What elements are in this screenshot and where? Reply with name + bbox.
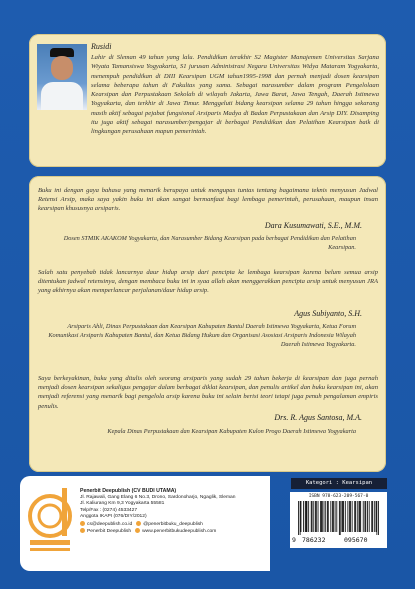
barcode-stripe [312,501,313,532]
testimonial-quote: Saya berkeyakinan, buku yang ditulis oleh seorang arsiparis yang sudah 29 tahun bekerja di kearsipan dan juga pernah menjadi dosen kearsipan sekaligus pengajar dalam berbagai diklat kearsipan, dan penulis artikel dan buku kearsipan ini, akan menjadi referensi yang menarik bagi pengelola arsip karena buku ini selain berisi teori tetapi juga penuh pengalaman empiris penulis. [38,375,378,410]
barcode-stripe [316,501,317,532]
publisher-address1: Jl. Rajawali, Gang Elang 6 No.3, Drono, Sardonoharjo, Ngaglik, Sleman [80,494,236,500]
barcode-stripe [300,501,301,535]
barcode-stripe [324,501,325,532]
barcode-right-digits: 095670 [344,536,368,544]
publisher-box [20,476,270,571]
barcode-stripe [342,501,343,532]
isbn-text: ISBN 978-623-209-567-0 [308,494,369,499]
globe-icon [135,528,140,533]
barcode-stripe [301,501,302,532]
publisher-instagram: @penerbitbuku_deepublish [143,521,203,527]
facebook-icon [80,528,85,533]
barcode-stripe [333,501,334,532]
author-name: Rusidi [91,42,112,51]
author-photo [37,44,87,110]
publisher-email: cs@deepublish.co.id [87,521,133,527]
barcode-stripe [303,501,304,532]
testimonial-name: Agus Subiyanto, S.H. [294,309,362,318]
barcode-stripe [340,501,341,535]
barcode-stripe [365,501,366,532]
email-icon [80,521,85,526]
barcode-stripe [369,501,370,532]
barcode-stripe [347,501,348,532]
barcode-stripe [352,501,353,532]
barcode-left-digits: 786232 [302,536,326,544]
barcode-stripe [349,501,350,532]
barcode-stripe [335,501,336,532]
testimonial-quote: Buku ini dengan gaya bahasa yang menarik berupaya untuk mengupas tuntas tentang bagaimana teknis menyusun Jadwal Retensi Arsip, maka saya yakin buku ini akan sangat bermanfaat bagi lembaga pemerintah, perusahaan, maupun insan kearsipan khususnya arsiparis. [38,187,378,213]
barcode-stripe [306,501,307,532]
barcode-stripe [372,501,373,532]
barcode-stripe [327,501,328,532]
barcode-stripe [374,501,375,532]
testimonial-name: Dara Kusumawati, S.E., M.M. [264,221,362,230]
instagram-icon [136,521,141,526]
barcode-stripe [357,501,358,532]
publisher-info [80,488,236,536]
testimonial-name: Drs. R. Agus Santosa, M.A. [274,413,362,422]
barcode-stripe [305,501,306,532]
barcode-stripe [354,501,355,532]
barcode-stripe [298,501,299,535]
barcode-stripe [321,501,322,532]
barcode-stripe [365,501,366,532]
publisher-website: www.penerbitbukudeepublish.com [142,529,217,535]
barcode-stripe [363,501,364,532]
barcode [290,492,387,548]
testimonial-quote: Salah satu penyebab tidak lancarnya daur hidup arsip dari pencipta ke lembaga kearsipan karena belum semua arsip ditentukan jadwal retensinya, dengan membaca buku ini in syaa allah akan menggerakkan pencipta arsip untuk menyusun JRA yang akhirnya akan memperlancar perjalanan/daur hidup arsip. [38,269,378,295]
barcode-stripe [378,501,379,535]
publisher-fax: Telp/Fax : (0274) 4533427 [80,507,138,513]
barcode-stripe [360,501,361,532]
barcode-first-digit: 9 [292,536,296,544]
barcode-stripe [376,501,377,535]
publisher-name: Penerbit Deepublish (CV BUDI UTAMA) [80,488,177,494]
barcode-stripe [330,501,331,532]
testimonial-title: Kepala Dinas Perpustakaan dan Kearsipan Kabupaten Kulon Progo Daerah Istimewa Yogyakarta [107,428,356,435]
barcode-stripe [339,501,340,535]
barcode-stripe [343,501,344,532]
deepublish-logo-icon [28,482,72,562]
barcode-stripe [336,501,337,532]
barcode-stripe [325,501,326,532]
barcode-stripe [313,501,314,532]
barcode-stripe [355,501,356,532]
author-bio-box [29,34,386,167]
barcode-stripe [371,501,372,532]
publisher-ikapi: Anggota IKAPI (076/DIY/2012) [80,514,147,520]
barcode-stripe [350,501,351,532]
barcode-stripe [320,501,321,532]
testimonial-title: Dosen STMIK AKAKOM Yogyakarta, dan Narasumber Bidang Kearsipan pada berbagai Pendidikan dan Pelatihan Kearsipan. [63,235,356,251]
barcode-stripe [318,501,319,532]
category-label: Kategori : Kearsipan [291,478,387,489]
barcode-stripe [359,501,360,532]
barcode-stripe [322,501,323,532]
barcode-stripe [367,501,368,532]
author-bio: Lahir di Sleman 49 tahun yang lalu. Pendidikan terakhir S2 Magister Manajemen Universitas Sarjana Wiyata Tamansiswa Yogyakarta, S1 jurusan Administrasi Negara Universitas Widya Mataram Yogyakarta, menempuh pendidikan di DIII Kearsipan UGM tahun1995-1998 dan pernah menjadi dosen kearsipan selama beberapa tahun di Fakultas yang sama. Sebagai narasumber dalam program Pengelolaan Kearsipan dan Perpustakaan Sekolah di wilayah Jakarta, Jawa Barat, Jawa Tengah, Daerah Istimewa Yogyakarta, dan terkhir di Jawa Timur. Menggeluti bidang kearsipan selama 29 tahun hingga sekarang masih aktif sebagai pejabat fungsional Arsiparis Madya di Badan Perpustakaan dan Arsip DIY. Disamping itu juga aktif sebagai narasumber/pengajar di berbagai Pendidikan dan Pelatihan Kearsipan baik di lingkungan perusahaan mapun pemerintah. [91,54,379,136]
barcode-stripe [345,501,346,532]
barcode-stripe [328,501,329,532]
barcode-stripe [341,501,342,532]
barcode-stripe [315,501,316,532]
testimonials-box [29,176,386,472]
publisher-address2: Jl. Kaliurang Km 9,3 Yogyakarta 55581 [80,501,165,507]
publisher-facebook: Penerbit Deepublish [87,529,132,535]
barcode-stripe [307,501,308,532]
barcode-stripe [359,501,360,532]
barcode-stripe [308,501,309,532]
barcode-stripe [376,501,377,532]
testimonial-title: Arsiparis Ahli, Dinas Perpustakaan dan Kearsipan Kabupaten Bantul Daerah Istimewa Yogyakarta, Ketua Forum Komunikasi Arsiparis Kabupaten Bantul, dan Ketua Bidang Hukum dan Organisasi Asosiasi Arsiparis Indonesia Wilayah Daerah Istimewa Yogyakarta. [48,323,356,348]
barcode-bars [298,501,379,535]
barcode-stripe [311,501,312,532]
barcode-stripe [332,501,333,532]
